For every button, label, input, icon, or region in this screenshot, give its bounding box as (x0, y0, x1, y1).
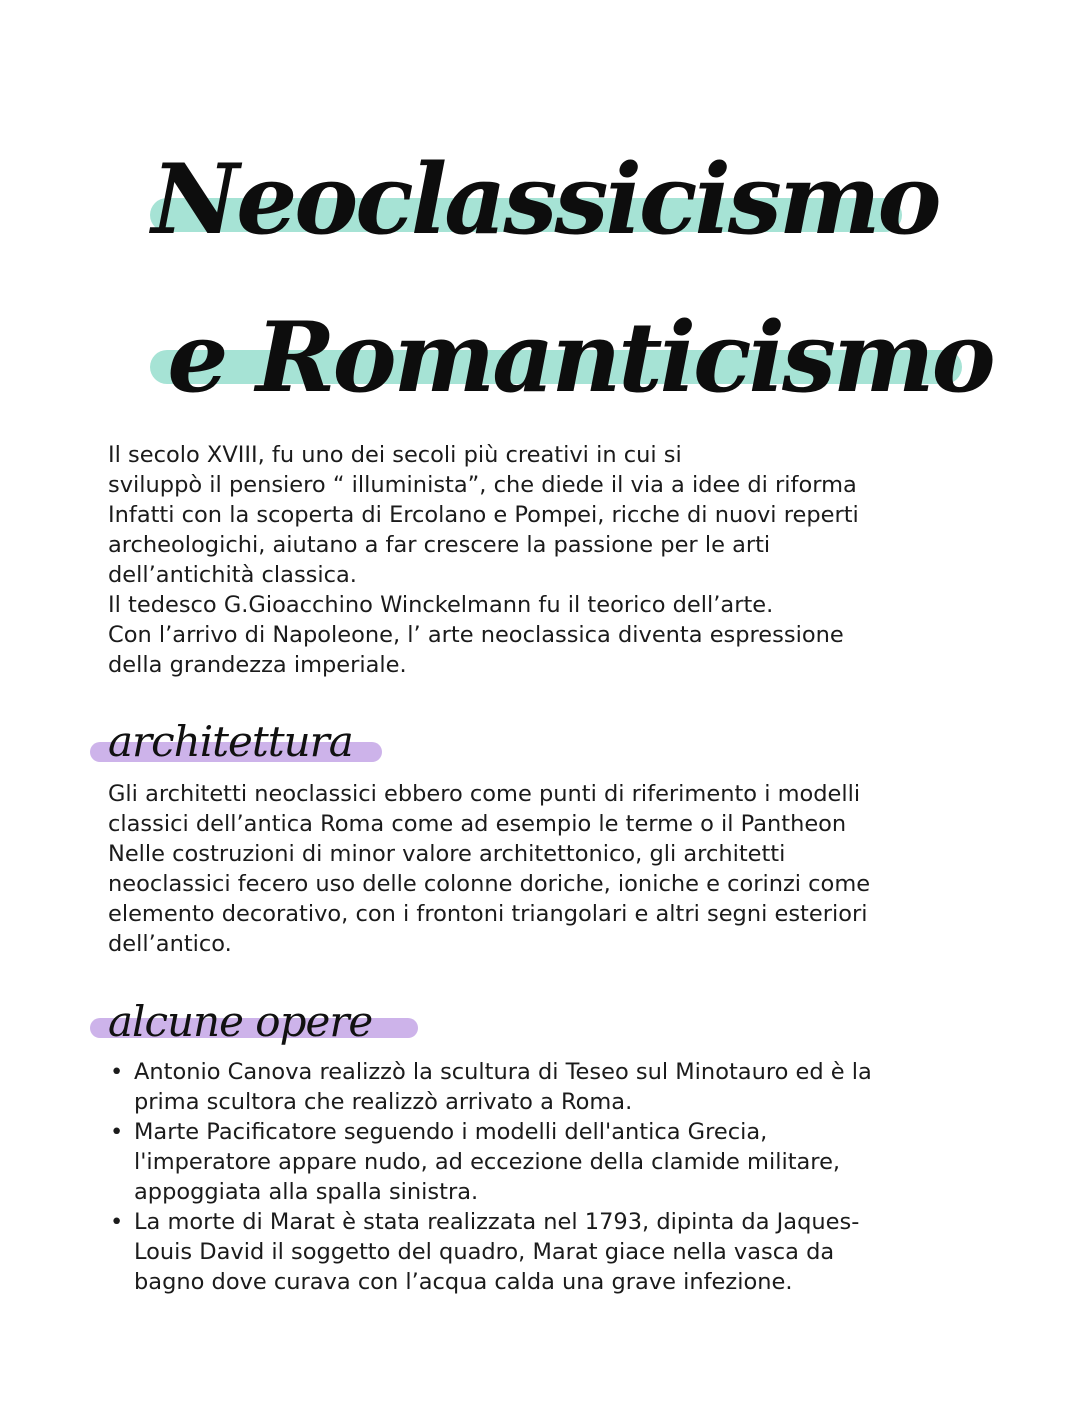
intro-line: dell’antichità classica. (108, 562, 357, 588)
list-item (108, 1207, 988, 1297)
list-item-line: appoggiata alla spalla sinistra. (134, 1179, 479, 1205)
intro-line: Infatti con la scoperta di Ercolano e Pompei, ricche di nuovi reperti (108, 502, 859, 528)
architettura-paragraph (108, 779, 968, 959)
section-heading-text: alcune opere (108, 997, 373, 1046)
title-line-2 (0, 298, 1080, 418)
page-title-line-1: Neoclassicismo (151, 143, 939, 256)
list-item (108, 1117, 988, 1207)
list-item (108, 1057, 988, 1117)
intro-line: archeologichi, aiutano a far crescere la passione per le arti (108, 532, 771, 558)
architettura-line: Gli architetti neoclassici ebbero come punti di riferimento i modelli (108, 781, 861, 807)
architettura-line: Nelle costruzioni di minor valore architettonico, gli architetti (108, 841, 786, 867)
section-heading-text: architettura (108, 717, 353, 766)
list-item-line: Antonio Canova realizzò la scultura di Teseo sul Minotauro ed è la (134, 1059, 872, 1085)
intro-line: sviluppò il pensiero “ illuminista”, che diede il via a idee di riforma (108, 472, 857, 498)
intro-line: Il secolo XVIII, fu uno dei secoli più creativi in cui si (108, 442, 682, 468)
bullet-icon: • (110, 1119, 124, 1145)
bullet-icon: • (110, 1059, 124, 1085)
list-item-line: bagno dove curava con l’acqua calda una grave infezione. (134, 1269, 793, 1295)
intro-paragraph (108, 440, 968, 680)
list-item-line: Louis David il soggetto del quadro, Marat giace nella vasca da (134, 1239, 835, 1265)
bullet-icon: • (110, 1209, 124, 1235)
section-heading-alcune-opere (90, 992, 420, 1052)
architettura-line: elemento decorativo, con i frontoni triangolari e altri segni esteriori (108, 901, 868, 927)
list-item-line: prima scultora che realizzò arrivato a Roma. (134, 1089, 633, 1115)
intro-line: Con l’arrivo di Napoleone, l’ arte neoclassica diventa espressione (108, 622, 844, 648)
architettura-line: classici dell’antica Roma come ad esempio le terme o il Pantheon (108, 811, 847, 837)
opere-list (108, 1057, 988, 1297)
architettura-line: dell’antico. (108, 931, 232, 957)
architettura-line: neoclassici fecero uso delle colonne doriche, ioniche e corinzi come (108, 871, 871, 897)
section-heading-architettura (90, 712, 390, 772)
intro-line: della grandezza imperiale. (108, 652, 407, 678)
intro-line: Il tedesco G.Gioacchino Winckelmann fu il teorico dell’arte. (108, 592, 774, 618)
title-line-1 (0, 140, 1080, 260)
list-item-line: La morte di Marat è stata realizzata nel 1793, dipinta da Jaques- (134, 1209, 860, 1235)
page-title-line-2: e Romanticismo (167, 301, 993, 414)
list-item-line: l'imperatore appare nudo, ad eccezione della clamide militare, (134, 1149, 841, 1175)
list-item-line: Marte Pacificatore seguendo i modelli dell'antica Grecia, (134, 1119, 768, 1145)
